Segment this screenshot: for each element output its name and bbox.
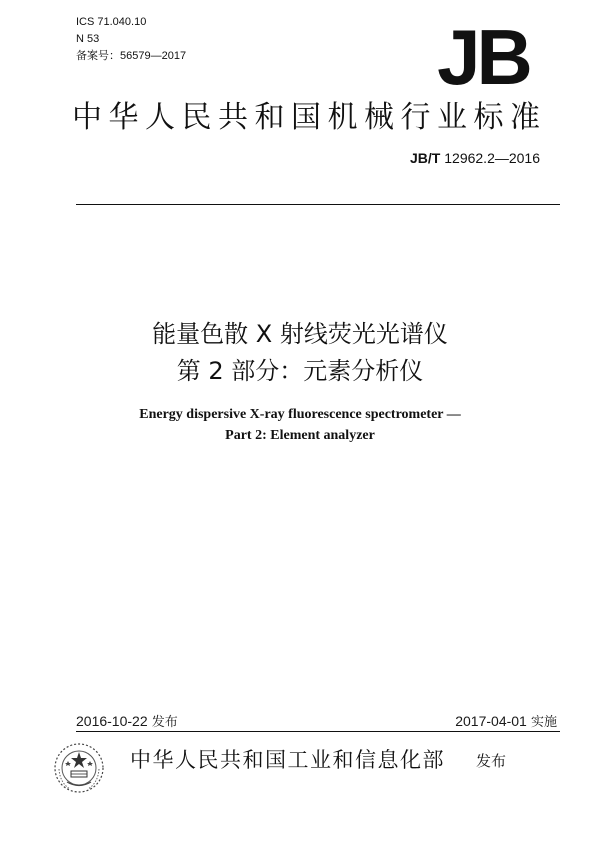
bottom-divider <box>76 731 560 732</box>
national-emblem-icon <box>50 739 108 797</box>
filing-number: 备案号：56579—2017 <box>76 50 187 62</box>
classification-codes <box>76 14 186 65</box>
issue-date <box>76 711 178 730</box>
issue-label: 发布 <box>147 715 178 730</box>
publisher-suffix: 发布 <box>476 752 507 770</box>
publisher-name: 中华人民共和国工业和信息化部 <box>130 748 445 772</box>
title-en-line1: Energy dispersive X-ray fluorescence spectrometer — <box>139 407 461 422</box>
issue-date-value: 2016-10-22 <box>76 713 148 729</box>
ics-code: ICS 71.040.10 <box>76 16 147 28</box>
effective-date <box>455 711 557 730</box>
title-cn-line1: 能量色散 X 射线荧光光谱仪 <box>152 320 448 348</box>
ccs-code: N 53 <box>76 33 100 45</box>
title-en-line2: Part 2: Element analyzer <box>225 428 375 443</box>
standard-prefix: JB/T <box>410 150 441 166</box>
org-title: 中华人民共和国机械行业标准 <box>72 100 547 135</box>
effective-date-value: 2017-04-01 <box>455 713 527 729</box>
jb-logo <box>428 22 538 94</box>
top-divider <box>76 204 560 205</box>
title-cn-line2: 第 2 部分：元素分析仪 <box>176 357 424 385</box>
standard-number <box>410 150 540 166</box>
standard-number-value: 12962.2—2016 <box>440 150 540 166</box>
jb-logo-text: JB <box>437 22 529 94</box>
effective-label: 实施 <box>526 715 557 730</box>
